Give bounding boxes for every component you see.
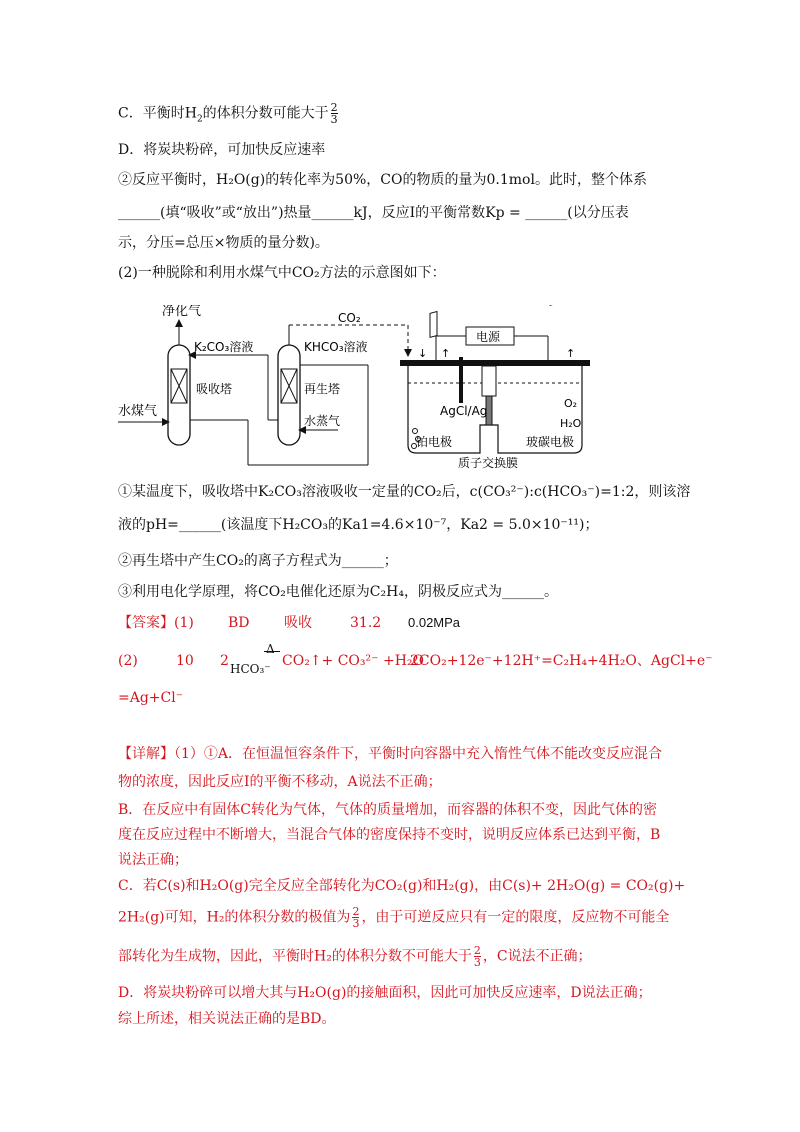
subq-2: ②再生塔中产生CO₂的离子方程式为______；	[118, 553, 398, 569]
subq-3: ③利用电化学原理，将CO₂电催化还原为C₂H₄，阴极反应式为______。	[118, 584, 558, 600]
clean-gas-label: 净化气	[162, 305, 202, 319]
khco3-label: KHCO₃溶液	[304, 340, 368, 354]
explain-l10: 综上所述，相关说法正确的是BD。	[118, 1011, 336, 1027]
explain-l8: 部转化为生成物，因此，平衡时H₂的体积分数不可能大于 $\frac{2}{3}$ ，C说法不正确；	[118, 944, 592, 969]
steam-label: 水蒸气	[304, 414, 341, 428]
option-d: D．将炭块粉碎，可加快反应速率	[118, 142, 326, 158]
fraction: $\frac{2}{3}$	[330, 101, 338, 126]
pt-electrode-label: 铂电极	[416, 435, 453, 449]
absorber-label: 吸收塔	[196, 382, 233, 396]
q2-line3: 示，分压=总压×物质的量分数)。	[118, 235, 329, 251]
part2-heading: (2)一种脱除和利用水煤气中CO₂方法的示意图如下：	[118, 265, 446, 281]
regenerator-label: 再生塔	[304, 382, 341, 396]
explain-l3: B．在反应中有固体C转化为气体，气体的质量增加，而容器的体积不变，因此气体的密	[118, 802, 657, 818]
agcl-label: AgCl/Ag	[440, 404, 488, 418]
subq-1a: ①某温度下，吸收塔中K₂CO₃溶液吸收一定量的CO₂后，c(CO₃²⁻):c(HCO₃⁻)=1:2，则该溶	[118, 484, 691, 500]
svg-text:↑: ↑	[566, 347, 576, 360]
q2-line2: ______(填“吸收”或“放出”)热量______kJ，反应Ⅰ的平衡常数Kp = ______(以分压表	[118, 205, 629, 221]
co2-flow-label: CO₂	[338, 311, 361, 325]
k2co3-label: K₂CO₃溶液	[194, 340, 254, 354]
subq-1b: 液的pH=______(该温度下H₂CO₃的Ka1=4.6×10⁻⁷，Ka2 = 5.0×10⁻¹¹)；	[118, 517, 599, 533]
answer-line2: (2) 10 2 HCO₃⁻ Δ CO₂↑+ CO₃²⁻ +H₂O 2CO₂+12e⁻+12H⁺=C₂H₄+4H₂O、AgCl+e⁻	[118, 642, 713, 676]
explain-l5: 说法正确；	[118, 852, 188, 868]
explain-l2: 物的浓度，因此反应Ⅰ的平衡不移动，A说法不正确；	[118, 774, 442, 790]
co2-removal-diagram	[118, 305, 608, 470]
water-gas-label: 水煤气	[118, 404, 158, 419]
option-c-text-2: 的体积分数可能大于	[202, 105, 329, 122]
h2o-label: H₂O	[560, 417, 582, 430]
answer-line3: =Ag+Cl⁻	[118, 690, 184, 706]
svg-text:↑: ↑	[441, 347, 451, 360]
electrolysis-cell	[400, 305, 590, 470]
regenerator-tower	[278, 345, 300, 445]
option-c-text: C．平衡时	[118, 105, 185, 122]
glass-carbon-label: 玻碳电极	[526, 435, 575, 449]
q2-line1: ②反应平衡时，H₂O(g)的转化率为50%，CO的物质的量为0.1mol。此时，整个体系	[118, 172, 647, 188]
power-label: 电源	[476, 330, 501, 344]
explain-l6: C．若C(s)和H₂O(g)完全反应全部转化为CO₂(g)和H₂(g)，由C(s)+ 2H₂O(g) = CO₂(g)+	[118, 878, 686, 894]
option-c: C．平衡时$H_2$的体积分数可能大于 $\frac{2}{3}$	[118, 101, 338, 126]
explain-l9: D．将炭块粉碎可以增大其与H₂O(g)的接触面积，因此可加快反应速率，D说法正确；	[118, 985, 652, 1001]
explain-l4: 度在反应过程中不断增大，当混合气体的密度保持不变时，说明反应体系已达到平衡，B	[118, 827, 661, 843]
answer-line1: 【答案】(1) BD 吸收 31.2 0.02MPa	[118, 615, 461, 631]
explain-l7: 2H₂(g)可知，H₂的体积分数的极值为 $\frac{2}{3}$ ，由于可逆反应只有一定的限度，反应物不可能全	[118, 905, 670, 930]
membrane-label: 质子交换膜	[458, 456, 519, 470]
explain-l1: 【详解】（1）①A．在恒温恒容条件下，平衡时向容器中充入惰性气体不能改变反应混合	[118, 746, 663, 762]
svg-text:↓: ↓	[418, 347, 428, 360]
absorber-tower	[168, 345, 190, 445]
o2-label: O₂	[564, 397, 578, 410]
